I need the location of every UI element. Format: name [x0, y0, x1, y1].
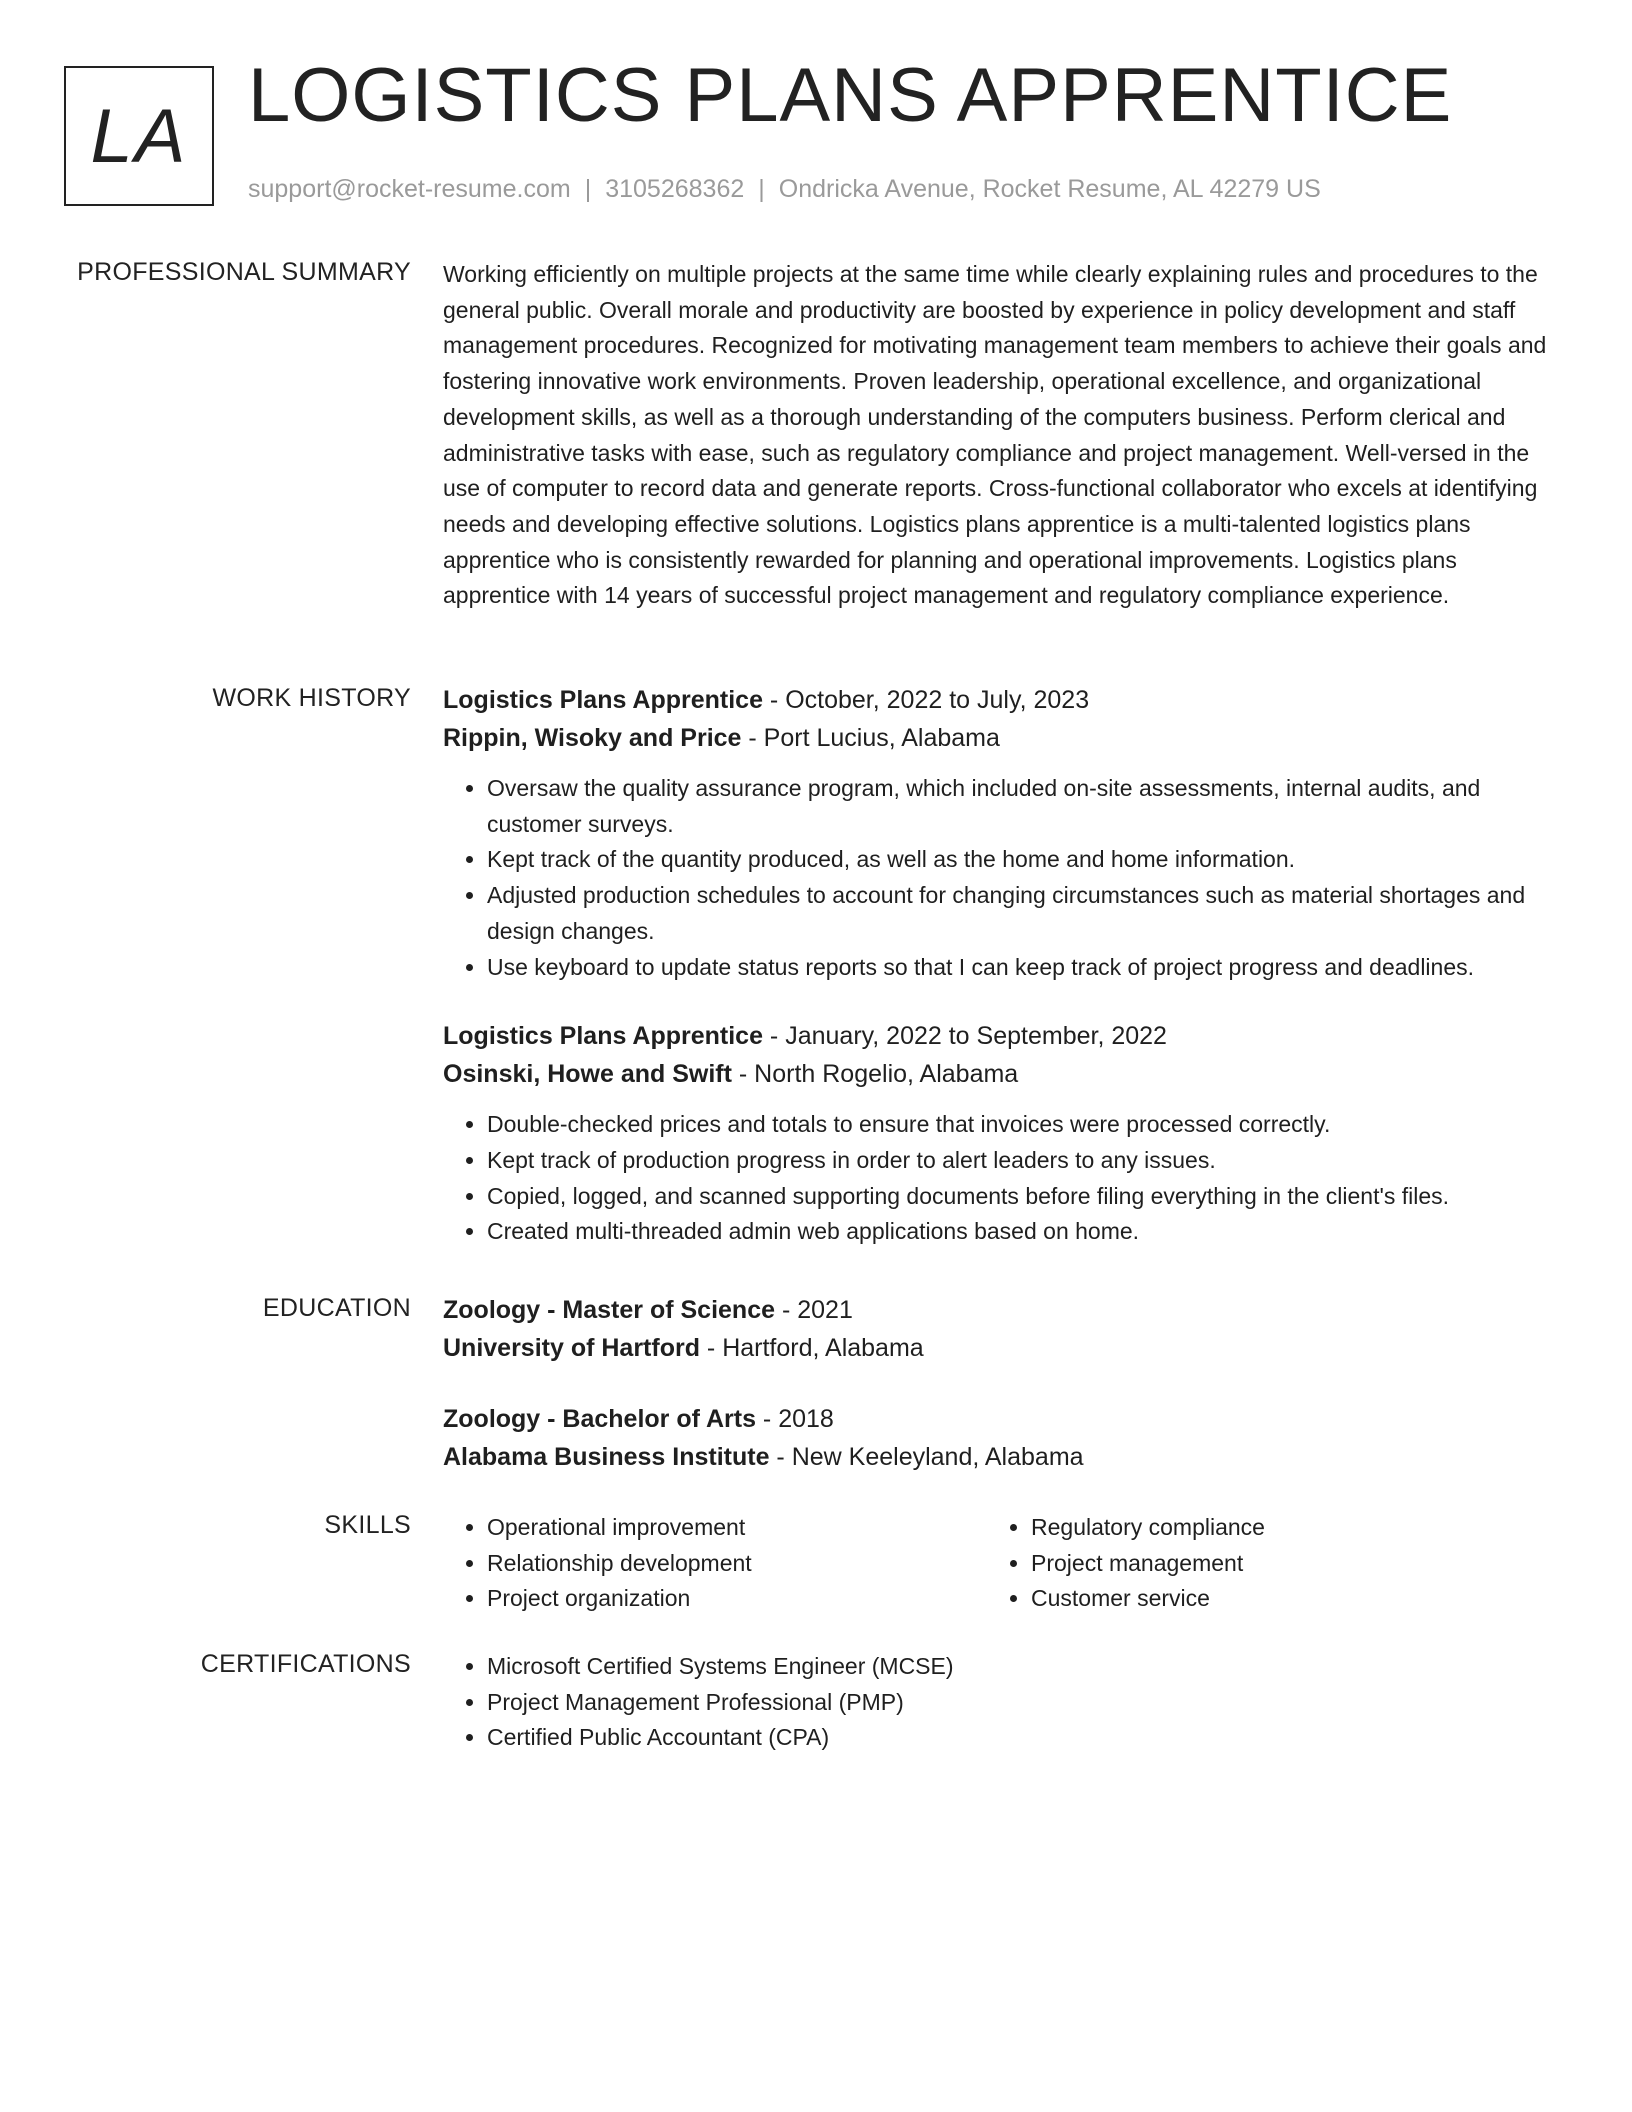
skills-list-right	[987, 1510, 1531, 1617]
list-item: • Project organization	[487, 1581, 987, 1617]
job-company: Rippin, Wisoky and Price	[443, 724, 742, 752]
skills-grid	[443, 1510, 1558, 1617]
school-name: University of Hartford	[443, 1334, 700, 1362]
job-title-line	[443, 681, 1558, 719]
certifications-list	[443, 1649, 1558, 1756]
job-title: Logistics Plans Apprentice	[443, 686, 763, 714]
degree-year: - 2018	[755, 1405, 834, 1433]
job-location: - North Rogelio, Alabama	[731, 1060, 1019, 1089]
list-item: • Project management	[1031, 1546, 1531, 1582]
list-item: • Created multi-threaded admin web applications based on home.	[487, 1214, 1558, 1250]
education-body	[443, 1291, 1558, 1476]
monogram-box	[64, 66, 214, 206]
degree-line	[443, 1291, 1558, 1329]
degree-line	[443, 1400, 1558, 1438]
degree-name: Zoology - Bachelor of Arts	[443, 1405, 756, 1433]
work-history-body	[443, 681, 1558, 1250]
school-location: - New Keeleyland, Alabama	[769, 1443, 1084, 1471]
education-label: EDUCATION	[262, 1294, 411, 1322]
contact-line	[248, 174, 1321, 204]
list-item: • Kept track of production progress in order to alert leaders to any issues.	[487, 1143, 1558, 1179]
work-history-label: WORK HISTORY	[212, 684, 411, 712]
list-item: • Oversaw the quality assurance program, which included on-site assessments, internal audits, and customer surveys.	[487, 771, 1558, 842]
summary-body	[443, 257, 1558, 614]
contact-address: Ondricka Avenue, Rocket Resume, AL 42279 US	[778, 175, 1321, 203]
school-line	[443, 1329, 1558, 1367]
list-item: • Microsoft Certified Systems Engineer (MCSE)	[487, 1649, 1558, 1685]
education-entry	[443, 1291, 1558, 1367]
job-dates: - October, 2022 to July, 2023	[762, 686, 1090, 714]
list-item: • Kept track of the quantity produced, as well as the home and home information.	[487, 842, 1558, 878]
contact-separator: |	[758, 175, 765, 203]
job-company-line	[443, 1055, 1558, 1093]
list-item: • Regulatory compliance	[1031, 1510, 1531, 1546]
education-entry	[443, 1400, 1558, 1476]
summary-label: PROFESSIONAL SUMMARY	[77, 258, 411, 286]
list-item: • Use keyboard to update status reports so that I can keep track of project progress and deadlines.	[487, 950, 1558, 986]
degree-year: - 2021	[775, 1296, 853, 1324]
school-location: - Hartford, Alabama	[699, 1334, 924, 1362]
contact-phone: 3105268362	[605, 175, 745, 203]
page-title: LOGISTICS PLANS APPRENTICE	[248, 53, 1453, 138]
job-dates: - January, 2022 to September, 2022	[762, 1022, 1167, 1051]
job-entry	[443, 1017, 1558, 1250]
school-line	[443, 1438, 1558, 1476]
job-bullets	[443, 771, 1558, 985]
list-item: • Double-checked prices and totals to ensure that invoices were processed correctly.	[487, 1107, 1558, 1143]
list-item: • Project Management Professional (PMP)	[487, 1685, 1558, 1721]
job-title-line	[443, 1017, 1558, 1055]
skills-body	[443, 1510, 1558, 1617]
job-title: Logistics Plans Apprentice	[443, 1022, 763, 1051]
list-item: • Copied, logged, and scanned supporting documents before filing everything in the client's files.	[487, 1179, 1558, 1215]
skills-label: SKILLS	[324, 1511, 411, 1539]
list-item: • Operational improvement	[487, 1510, 987, 1546]
school-name: Alabama Business Institute	[443, 1443, 770, 1471]
certifications-label: CERTIFICATIONS	[200, 1650, 411, 1678]
degree-name: Zoology - Master of Science	[443, 1296, 776, 1324]
summary-text: Working efficiently on multiple projects at the same time while clearly explaining rules and procedures to the general public. Overall morale and productivity are boosted by experience in policy development and staff management procedures. Recognized for motivating management team members to achieve their goals and fostering innovative work environments. Proven leadership, operational excellence, and organizational development skills, as well as a thorough understanding of the computers business. Perform clerical and administrative tasks with ease, such as regulatory compliance and project management. Well-versed in the use of computer to record data and generate reports. Cross-functional collaborator who excels at identifying needs and developing effective solutions. Logistics plans apprentice is a multi-talented logistics plans apprentice who is consistently rewarded for planning and operational improvements. Logistics plans apprentice with 14 years of successful project management and regulatory compliance experience.	[443, 261, 1547, 609]
job-bullets	[443, 1107, 1558, 1250]
job-location: - Port Lucius, Alabama	[741, 724, 1000, 752]
job-company: Osinski, Howe and Swift	[443, 1060, 732, 1089]
skills-list-left	[443, 1510, 987, 1617]
job-company-line	[443, 719, 1558, 757]
certifications-body	[443, 1649, 1558, 1756]
list-item: • Relationship development	[487, 1546, 987, 1582]
contact-email: support@rocket-resume.com	[248, 175, 571, 203]
contact-separator: |	[584, 175, 592, 203]
job-entry	[443, 681, 1558, 985]
list-item: • Adjusted production schedules to account for changing circumstances such as material shortages and design changes.	[487, 878, 1558, 949]
list-item: • Certified Public Accountant (CPA)	[487, 1720, 1558, 1756]
list-item: • Customer service	[1031, 1581, 1531, 1617]
monogram-initials: LA	[90, 94, 188, 179]
